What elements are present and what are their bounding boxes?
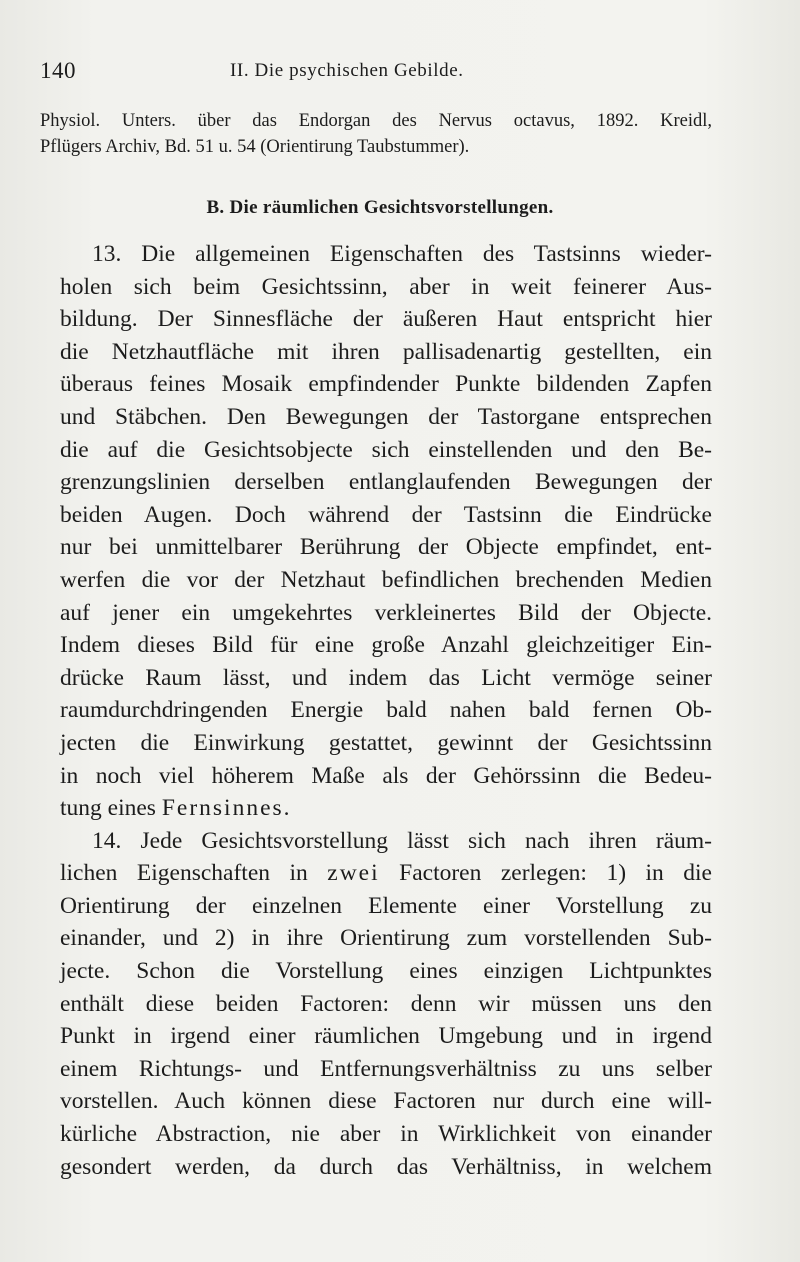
text-line: überaus feines Mosaik empfindender Punkte bildenden Zapfen: [60, 371, 712, 398]
text-line: werfen die vor der Netzhaut befindlichen brechenden Medien: [60, 566, 712, 593]
text-line: holen sich beim Gesichtssinn, aber in weit feinerer Aus-: [60, 273, 712, 300]
footnote-line: Physiol. Unters. über das Endorgan des Nervus octavus, 1892. Kreidl,: [40, 111, 712, 131]
text-line: einem Richtungs- und Entfernungsverhältniss zu uns selber: [60, 1055, 712, 1082]
text-line: einander, und 2) in ihre Orientirung zum vorstellenden Sub-: [60, 925, 712, 952]
text-line: vorstellen. Auch können diese Factoren nur durch eine will-: [60, 1088, 712, 1115]
body-text: [60, 238, 712, 1183]
section-heading: B. Die räumlichen Gesichtsvorstellungen.: [206, 197, 554, 218]
text-line: auf jener ein umgekehrtes verkleinertes Bild der Objecte.: [60, 599, 712, 626]
text-line: gesondert werden, da durch das Verhältniss, in welchem: [60, 1153, 712, 1180]
paragraph-14: [60, 825, 712, 1184]
text-line: [60, 792, 712, 825]
paragraph-13: [60, 238, 712, 825]
text-line: jecte. Schon die Vorstellung eines einzigen Lichtpunktes: [60, 958, 712, 985]
emphasized-term: zwei: [327, 860, 380, 887]
text-line: grenzungslinien derselben entlanglaufenden Bewegungen der: [60, 469, 712, 496]
text-line: enthält diese beiden Factoren: denn wir müssen uns den: [60, 990, 712, 1017]
text-fragment: lichen Eigenschaften in: [60, 860, 328, 887]
text-line: Indem dieses Bild für eine große Anzahl gleichzeitiger Ein-: [60, 632, 712, 659]
text-line: Orientirung der einzelnen Elemente einer Vorstellung zu: [60, 892, 712, 919]
emphasized-term: Fernsinnes: [161, 795, 284, 822]
text-fragment: Factoren zerlegen: 1) in die: [379, 860, 712, 887]
text-line: nur bei unmittelbarer Berührung der Objecte empfindet, ent-: [60, 534, 712, 561]
text-line: kürliche Abstraction, nie aber in Wirklichkeit von einander: [60, 1121, 712, 1148]
running-head: II. Die psychischen Gebilde.: [230, 60, 464, 81]
text-line: die auf die Gesichtsobjecte sich einstellenden und den Be-: [60, 436, 712, 463]
page-number: 140: [40, 58, 76, 83]
text-line: in noch viel höherem Maße als der Gehörssinn die Bedeu-: [60, 762, 712, 789]
text-line: die Netzhautfläche mit ihren pallisadenartig gestellten, ein: [60, 338, 712, 365]
text-line: jecten die Einwirkung gestattet, gewinnt der Gesichtssinn: [60, 729, 712, 756]
reference-footnote: [40, 108, 712, 160]
footnote-line: Pflügers Archiv, Bd. 51 u. 54 (Orientirung Taubstummer).: [40, 137, 470, 157]
text-line: [60, 857, 712, 890]
text-line: beiden Augen. Doch während der Tastsinn die Eindrücke: [60, 501, 712, 528]
text-line: drücke Raum lässt, und indem das Licht vermöge seiner: [60, 664, 712, 691]
page-header: [40, 58, 720, 92]
text-line: und Stäbchen. Den Bewegungen der Tastorgane entsprechen: [60, 403, 712, 430]
text-fragment: tung eines: [60, 795, 162, 822]
text-line: Punkt in irgend einer räumlichen Umgebung und in irgend: [60, 1023, 712, 1050]
text-line: bildung. Der Sinnesfläche der äußeren Haut entspricht hier: [60, 306, 712, 333]
text-line: 14. Jede Gesichtsvorstellung lässt sich nach ihren räum-: [92, 827, 712, 854]
text-fragment: .: [283, 795, 290, 822]
text-line: raumdurchdringenden Energie bald nahen bald fernen Ob-: [60, 697, 712, 724]
text-line: 13. Die allgemeinen Eigenschaften des Tastsinns wieder-: [92, 241, 712, 267]
